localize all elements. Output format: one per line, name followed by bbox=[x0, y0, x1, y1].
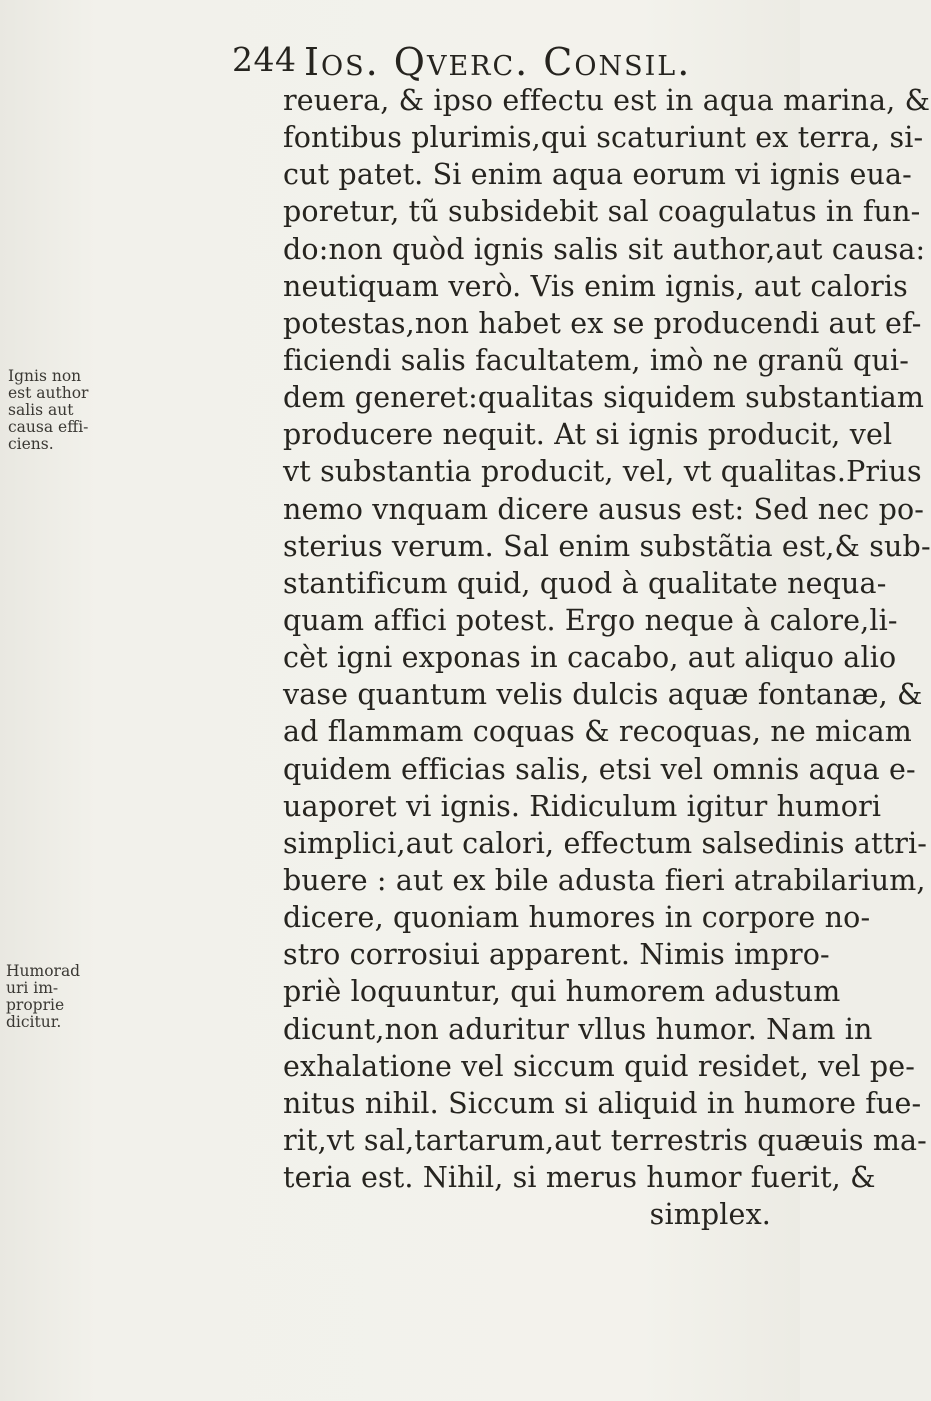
text-line: do:non quòd ignis salis sit author,aut causa: bbox=[283, 232, 926, 266]
text-line: poretur, tũ subsidebit sal coagulatus in fun- bbox=[283, 195, 921, 229]
text-line: sterius verum. Sal enim substãtia est,& sub- bbox=[283, 529, 931, 563]
text-line: ficiendi salis facultatem, imò ne granũ qui- bbox=[283, 343, 910, 377]
text-line: buere : aut ex bile adusta fieri atrabilarium, bbox=[283, 863, 926, 897]
page-number: 244 bbox=[232, 40, 297, 79]
text-line: priè loquuntur, qui humorem adustum bbox=[283, 975, 841, 1009]
text-line: producere nequit. At si ignis producit, vel bbox=[283, 418, 893, 452]
margin-note-humor bbox=[6, 963, 80, 1031]
margin-note-line: Ignis non bbox=[8, 367, 82, 385]
running-head: Ios. Qverc. Consil. bbox=[304, 40, 692, 84]
text-line: stro corrosiui apparent. Nimis impro- bbox=[283, 938, 830, 972]
text-line: neutiquam verò. Vis enim ignis, aut caloris bbox=[283, 269, 908, 303]
margin-note-line: salis aut bbox=[8, 401, 74, 419]
text-line: uaporet vi ignis. Ridiculum igitur humori bbox=[283, 789, 882, 823]
margin-note-line: dicitur. bbox=[6, 1013, 62, 1031]
text-line: exhalatione vel siccum quid residet, vel pe- bbox=[283, 1049, 916, 1083]
margin-note-line: est author bbox=[8, 384, 89, 402]
text-line: nitus nihil. Siccum si aliquid in humore fue- bbox=[283, 1086, 922, 1120]
text-line: rit,vt sal,tartarum,aut terrestris quæuis ma- bbox=[283, 1123, 927, 1157]
text-line: simplici,aut calori, effectum salsedinis attri- bbox=[283, 826, 928, 860]
text-line: dem generet:qualitas siquidem substantiam bbox=[283, 381, 925, 415]
text-line: reuera, & ipso effectu est in aqua marina, & bbox=[283, 84, 931, 117]
text-line: cèt igni exponas in cacabo, aut aliquo alio bbox=[283, 641, 897, 675]
catchword: simplex. bbox=[649, 1198, 771, 1232]
text-line: vase quantum velis dulcis aquæ fontanæ, & bbox=[283, 678, 923, 712]
margin-note-line: Humorad bbox=[6, 962, 81, 980]
margin-note-ignis bbox=[8, 368, 88, 453]
text-line: stantificum quid, quod à qualitate nequa- bbox=[283, 566, 887, 600]
text-line: fontibus plurimis,qui scaturiunt ex terra, si- bbox=[283, 121, 924, 155]
text-line: teria est. Nihil, si merus humor fuerit, & bbox=[283, 1161, 876, 1195]
margin-note-line: causa effi- bbox=[8, 418, 89, 436]
margin-note-line: proprie bbox=[6, 996, 65, 1014]
text-line: potestas,non habet ex se producendi aut ef- bbox=[283, 306, 922, 340]
text-line: vt substantia producit, vel, vt qualitas.Prius bbox=[283, 455, 922, 489]
text-line: ad flammam coquas & recoquas, ne micam bbox=[283, 715, 912, 749]
body-text bbox=[283, 82, 931, 1233]
margin-note-line: ciens. bbox=[8, 435, 54, 453]
margin-note-line: uri im- bbox=[6, 979, 59, 997]
text-line: quam affici potest. Ergo neque à calore,li- bbox=[283, 603, 898, 637]
text-line: dicunt,non aduritur vllus humor. Nam in bbox=[283, 1012, 873, 1046]
text-line: nemo vnquam dicere ausus est: Sed nec po- bbox=[283, 492, 925, 526]
text-line: cut patet. Si enim aqua eorum vi ignis eua- bbox=[283, 158, 912, 192]
text-line: dicere, quoniam humores in corpore no- bbox=[283, 901, 871, 935]
text-line: quidem efficias salis, etsi vel omnis aqua e- bbox=[283, 752, 916, 786]
